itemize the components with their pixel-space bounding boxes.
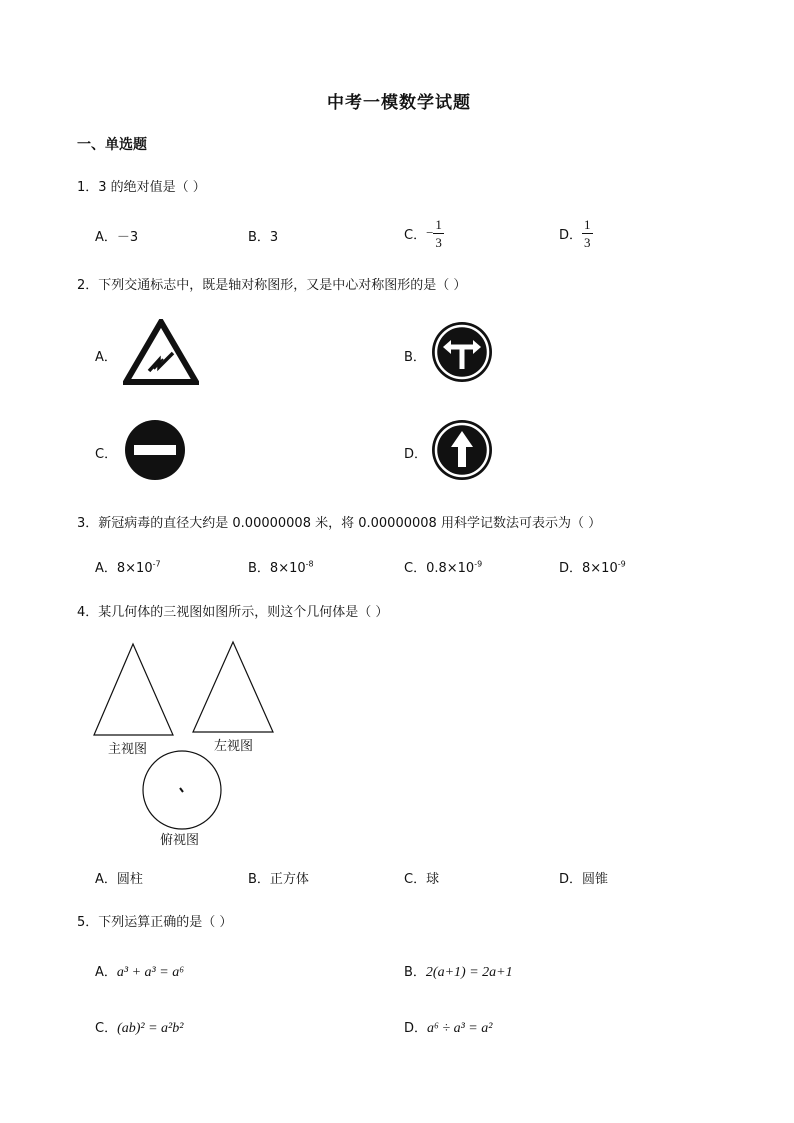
- q5-option-b-expression: 2(a+1) = 2a+1: [425, 965, 513, 980]
- q3-option-d-base: D．8×10: [559, 561, 618, 576]
- q5-option-a[interactable]: [95, 961, 184, 981]
- question-5-stem: 5．下列运算正确的是（ ）: [77, 915, 233, 930]
- q3-option-c-base: C．0.8×10: [404, 561, 475, 576]
- q5-option-c-label: C．: [95, 1021, 118, 1036]
- q1-option-c-label: C．: [404, 227, 427, 243]
- q5-option-c-expression: (ab)² = a²b²: [117, 1021, 184, 1036]
- q2-option-d[interactable]: D．: [404, 447, 428, 462]
- q2-option-c[interactable]: C．: [95, 447, 118, 462]
- left-view-triangle: [193, 642, 273, 732]
- q1-option-a[interactable]: A．－3: [95, 230, 139, 245]
- q4-option-d[interactable]: D．圆锥: [559, 872, 609, 887]
- q4-option-c[interactable]: C．球: [404, 872, 440, 887]
- front-view-caption: 主视图: [108, 742, 148, 757]
- fraction-denominator: 3: [584, 234, 591, 250]
- q1-option-c-fraction: [433, 218, 444, 249]
- q3-option-d-exponent: -9: [617, 559, 626, 569]
- q3-option-b-exponent: -8: [305, 559, 314, 569]
- q4-option-a[interactable]: A．圆柱: [95, 872, 143, 887]
- question-3-stem: 3．新冠病毒的直径大约是 0.00000008 米，将 0.00000008 用科学记数法可表示为（ ）: [77, 516, 602, 531]
- fraction-numerator: 1: [435, 216, 442, 232]
- q1-option-b[interactable]: B．3: [248, 230, 279, 245]
- q5-option-a-expression: a³ + a³ = a⁶: [116, 965, 185, 980]
- q3-option-b[interactable]: [248, 557, 314, 576]
- top-view-center-dot: [180, 788, 183, 792]
- q5-option-d-expression: a⁶ ÷ a³ = a²: [427, 1021, 493, 1036]
- q1-option-d[interactable]: [559, 214, 593, 252]
- page-title: 中考一模数学试题: [327, 93, 471, 113]
- top-view-caption: 俯视图: [160, 833, 200, 848]
- q4-option-b[interactable]: B．正方体: [248, 872, 309, 887]
- q1-option-d-fraction: [582, 218, 593, 249]
- q3-option-a-exponent: -7: [152, 559, 161, 569]
- q2-option-b[interactable]: B．: [404, 350, 426, 365]
- fraction-numerator: 1: [584, 216, 591, 232]
- q1-option-d-label: D．: [559, 227, 583, 243]
- q3-option-a[interactable]: [95, 557, 161, 576]
- straight-ahead-sign-icon: [431, 419, 493, 481]
- q5-option-a-label: A．: [95, 965, 117, 980]
- no-entry-sign-icon: [124, 419, 186, 481]
- q3-option-b-base: B．8×10: [248, 561, 306, 576]
- q3-option-c[interactable]: [404, 557, 482, 576]
- question-2-stem: 2．下列交通标志中，既是轴对称图形，又是中心对称图形的是（ ）: [77, 278, 467, 293]
- q5-option-d-label: D．: [404, 1021, 428, 1036]
- question-4-stem: 4．某几何体的三视图如图所示，则这个几何体是（ ）: [77, 605, 389, 620]
- left-right-turn-sign-icon: [431, 321, 493, 383]
- q5-option-b-label: B．: [404, 965, 426, 980]
- q5-option-c[interactable]: [95, 1017, 183, 1037]
- front-view-triangle: [94, 644, 173, 735]
- q3-option-d[interactable]: [559, 557, 626, 576]
- q3-option-a-base: A．8×10: [95, 561, 153, 576]
- zigzag-road-warning-sign-icon: [123, 319, 199, 385]
- question-1-stem: 1．3 的绝对值是（ ）: [77, 180, 206, 195]
- q5-option-d[interactable]: [404, 1017, 492, 1037]
- q1-option-c[interactable]: [404, 214, 444, 252]
- left-view-caption: 左视图: [214, 739, 254, 754]
- fraction-denominator: 3: [435, 234, 442, 250]
- q3-option-c-exponent: -9: [474, 559, 483, 569]
- section-heading: 一、单选题: [77, 137, 147, 153]
- q1-option-c-sign: −: [426, 225, 434, 240]
- q2-option-a[interactable]: A．: [95, 350, 117, 365]
- q5-option-b[interactable]: [404, 961, 513, 981]
